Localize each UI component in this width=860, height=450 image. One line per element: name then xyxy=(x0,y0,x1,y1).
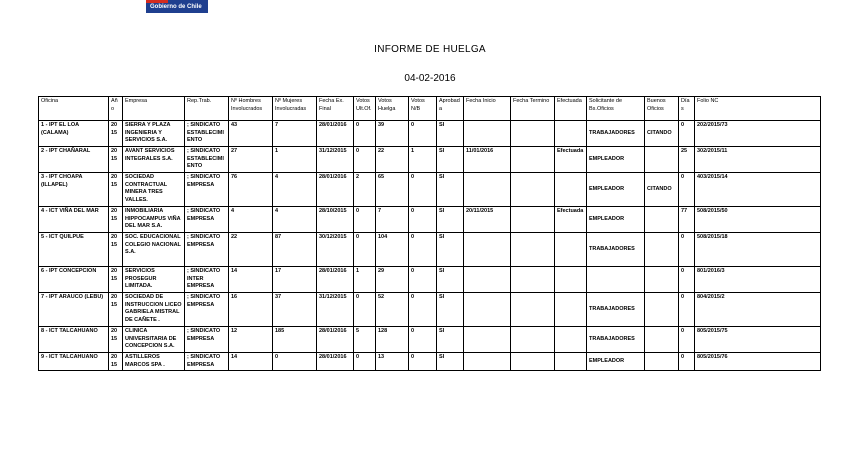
table-cell: EMPLEADOR xyxy=(587,353,645,371)
table-cell: 0 xyxy=(409,327,437,353)
table-cell: 2015 xyxy=(109,327,123,353)
table-cell: 16 xyxy=(229,293,273,327)
table-cell: 14 xyxy=(229,353,273,371)
table-cell: 22 xyxy=(376,147,409,173)
table-cell: 508/2015/18 xyxy=(695,233,821,267)
table-cell: 0 xyxy=(409,121,437,147)
table-cell: 17 xyxy=(273,267,317,293)
table-cell: 801/2016/3 xyxy=(695,267,821,293)
table-cell: 43 xyxy=(229,121,273,147)
table-cell: 29 xyxy=(376,267,409,293)
table-cell xyxy=(511,353,555,371)
table-cell: 6 - IPT CONCEPCION xyxy=(39,267,109,293)
table-cell: SI xyxy=(437,147,464,173)
table-cell: 2015 xyxy=(109,207,123,233)
table-cell: 7 xyxy=(376,207,409,233)
table-cell: 0 xyxy=(354,293,376,327)
table-cell: SERVICIOS PROSEGUR LIMITADA. xyxy=(123,267,185,293)
column-header: Efectuada xyxy=(555,97,587,121)
table-cell xyxy=(645,353,679,371)
table-cell: AVANT SERVICIOS INTEGRALES S.A. xyxy=(123,147,185,173)
table-row xyxy=(39,327,821,353)
table-cell: 0 xyxy=(409,293,437,327)
table-cell: 8 - ICT TALCAHUANO xyxy=(39,327,109,353)
table-cell: ; SINDICATO EMPRESA xyxy=(185,327,229,353)
table-cell: TRABAJADORES xyxy=(587,327,645,353)
table-cell: 2015 xyxy=(109,267,123,293)
table-cell: 12 xyxy=(229,327,273,353)
table-cell: 4 xyxy=(229,207,273,233)
column-header: Aprobada xyxy=(437,97,464,121)
table-cell: INMOBILIARIA HIPPOCAMPUS VIÑA DEL MAR S.A. xyxy=(123,207,185,233)
table-cell xyxy=(511,293,555,327)
table-cell xyxy=(645,233,679,267)
table-cell xyxy=(587,267,645,293)
column-header: Folio NC xyxy=(695,97,821,121)
table-cell: 0 xyxy=(354,121,376,147)
table-cell: 4 - ICT VIÑA DEL MAR xyxy=(39,207,109,233)
table-cell xyxy=(555,173,587,207)
table-cell: SOC. EDUCACIONAL COLEGIO NACIONAL S.A. xyxy=(123,233,185,267)
table-cell: 805/2015/75 xyxy=(695,327,821,353)
column-header: Buenos Oficios xyxy=(645,97,679,121)
column-header: Votos Ult.Of. xyxy=(354,97,376,121)
table-cell: 4 xyxy=(273,173,317,207)
table-row xyxy=(39,353,821,371)
table-cell: 14 xyxy=(229,267,273,293)
table-cell: 104 xyxy=(376,233,409,267)
table-cell: 0 xyxy=(409,353,437,371)
column-header: Fecha Termino xyxy=(511,97,555,121)
report-title: INFORME DE HUELGA xyxy=(374,44,486,55)
column-header: Días xyxy=(679,97,695,121)
strike-report-table xyxy=(38,96,821,371)
table-row xyxy=(39,207,821,233)
table-cell: SI xyxy=(437,121,464,147)
table-cell xyxy=(464,353,511,371)
table-cell: 2015 xyxy=(109,147,123,173)
table-cell: 2015 xyxy=(109,233,123,267)
table-cell: SI xyxy=(437,293,464,327)
table-cell xyxy=(511,121,555,147)
table-cell: 28/10/2015 xyxy=(317,207,354,233)
table-cell: 13 xyxy=(376,353,409,371)
table-cell: 7 xyxy=(273,121,317,147)
column-header: Votos N/B xyxy=(409,97,437,121)
table-cell: 28/01/2016 xyxy=(317,353,354,371)
column-header: Fecha Ex. Final xyxy=(317,97,354,121)
table-cell: SI xyxy=(437,173,464,207)
table-cell xyxy=(645,207,679,233)
table-cell: SI xyxy=(437,267,464,293)
report-date: 04-02-2016 xyxy=(404,73,456,84)
table-cell: ; SINDICATO INTER EMPRESA xyxy=(185,267,229,293)
table-cell xyxy=(555,353,587,371)
table-cell: 0 xyxy=(273,353,317,371)
column-header: Empresa xyxy=(123,97,185,121)
table-cell: SI xyxy=(437,327,464,353)
table-cell: 1 xyxy=(354,267,376,293)
table-cell xyxy=(555,267,587,293)
table-cell: 0 xyxy=(679,233,695,267)
table-cell xyxy=(511,233,555,267)
table-cell: TRABAJADORES xyxy=(587,121,645,147)
table-cell: CLINICA UNIVERSITARIA DE CONCEPCION S.A. xyxy=(123,327,185,353)
table-cell xyxy=(464,173,511,207)
table-cell: ; SINDICATO EMPRESA xyxy=(185,293,229,327)
column-header: Nº Mujeres Involucradas xyxy=(273,97,317,121)
table-cell xyxy=(645,147,679,173)
table-cell: 202/2015/73 xyxy=(695,121,821,147)
table-row xyxy=(39,293,821,327)
table-cell: 0 xyxy=(354,353,376,371)
table-cell xyxy=(555,233,587,267)
table-cell: 185 xyxy=(273,327,317,353)
column-header: Votos Huelga xyxy=(376,97,409,121)
table-cell: 0 xyxy=(679,173,695,207)
column-header: Fecha Inicio xyxy=(464,97,511,121)
table-cell: 25 xyxy=(679,147,695,173)
table-cell: 0 xyxy=(354,207,376,233)
table-cell: 0 xyxy=(354,147,376,173)
table-cell xyxy=(555,293,587,327)
table-cell: 1 xyxy=(409,147,437,173)
table-cell: 77 xyxy=(679,207,695,233)
table-cell: ; SINDICATO ESTABLECIMIENTO xyxy=(185,147,229,173)
table-cell: 9 - ICT TALCAHUANO xyxy=(39,353,109,371)
logo-text: Gobierno de Chile xyxy=(150,4,202,10)
table-cell: ; SINDICATO EMPRESA xyxy=(185,207,229,233)
table-cell: 2 - IPT CHAÑARAL xyxy=(39,147,109,173)
table-cell xyxy=(555,121,587,147)
table-cell xyxy=(464,233,511,267)
table-cell: 39 xyxy=(376,121,409,147)
table-cell: 28/01/2016 xyxy=(317,173,354,207)
table-cell: ; SINDICATO ESTABLECIMIENTO xyxy=(185,121,229,147)
table-cell: 76 xyxy=(229,173,273,207)
table-cell: SI xyxy=(437,207,464,233)
table-cell: 0 xyxy=(409,207,437,233)
table-cell: 2015 xyxy=(109,293,123,327)
table-cell: 4 xyxy=(273,207,317,233)
table-cell: ; SINDICATO EMPRESA xyxy=(185,233,229,267)
table-cell: 20/11/2015 xyxy=(464,207,511,233)
table-cell: EMPLEADOR xyxy=(587,207,645,233)
column-header: Solicitante de Bs.Oficios xyxy=(587,97,645,121)
table-cell: Efectuada xyxy=(555,147,587,173)
table-cell: 302/2015/11 xyxy=(695,147,821,173)
table-cell xyxy=(511,207,555,233)
table-cell: 0 xyxy=(409,173,437,207)
table-cell: 3 - IPT CHOAPA (ILLAPEL) xyxy=(39,173,109,207)
table-cell: 28/01/2016 xyxy=(317,121,354,147)
table-cell: 0 xyxy=(679,267,695,293)
table-row xyxy=(39,173,821,207)
table-cell: 87 xyxy=(273,233,317,267)
column-header: Nº Hombres Involucrados xyxy=(229,97,273,121)
table-cell: CITANDO xyxy=(645,121,679,147)
table-cell: EMPLEADOR xyxy=(587,173,645,207)
table-cell: 31/12/2015 xyxy=(317,293,354,327)
table-cell xyxy=(464,327,511,353)
table-cell: SI xyxy=(437,353,464,371)
table-cell: 0 xyxy=(354,233,376,267)
table-cell: 11/01/2016 xyxy=(464,147,511,173)
table-row xyxy=(39,233,821,267)
table-cell: CITANDO xyxy=(645,173,679,207)
column-header: Rep.Trab. xyxy=(185,97,229,121)
table-cell: 403/2015/14 xyxy=(695,173,821,207)
table-cell: SIERRA Y PLAZA INGENIERIA Y SERVICIOS S.A. xyxy=(123,121,185,147)
table-cell: 0 xyxy=(679,121,695,147)
table-cell: 52 xyxy=(376,293,409,327)
table-cell: 2 xyxy=(354,173,376,207)
table-cell xyxy=(464,121,511,147)
table-cell: ASTILLEROS MARCOS SPA . xyxy=(123,353,185,371)
table-row xyxy=(39,121,821,147)
table-cell: 0 xyxy=(679,327,695,353)
table-cell: 508/2015/50 xyxy=(695,207,821,233)
table-cell: 37 xyxy=(273,293,317,327)
table-cell xyxy=(511,173,555,207)
table-cell: TRABAJADORES xyxy=(587,233,645,267)
table-cell: 2015 xyxy=(109,173,123,207)
table-cell xyxy=(464,267,511,293)
table-cell xyxy=(645,327,679,353)
table-cell: 1 xyxy=(273,147,317,173)
table-cell: 804/2015/2 xyxy=(695,293,821,327)
logo-flag-stripe xyxy=(146,0,168,3)
table-cell xyxy=(511,147,555,173)
column-header: Año xyxy=(109,97,123,121)
table-cell: 28/01/2016 xyxy=(317,327,354,353)
table-cell: SOCIEDAD DE INSTRUCCION LICEO GABRIELA MISTRAL DE CAÑETE . xyxy=(123,293,185,327)
table-header-row xyxy=(39,97,821,121)
table-cell: 0 xyxy=(409,267,437,293)
table-cell: 65 xyxy=(376,173,409,207)
table-cell: 7 - IPT ARAUCO (LEBU) xyxy=(39,293,109,327)
table-cell: 805/2015/76 xyxy=(695,353,821,371)
table-cell: TRABAJADORES xyxy=(587,293,645,327)
table-cell: 22 xyxy=(229,233,273,267)
table-cell: 5 xyxy=(354,327,376,353)
table-cell xyxy=(511,327,555,353)
table-cell: ; SINDICATO EMPRESA xyxy=(185,173,229,207)
table-cell: Efectuada xyxy=(555,207,587,233)
table-cell: ; SINDICATO EMPRESA xyxy=(185,353,229,371)
table-cell: 2015 xyxy=(109,121,123,147)
table-cell xyxy=(464,293,511,327)
table-row xyxy=(39,267,821,293)
table-cell: 0 xyxy=(409,233,437,267)
table-cell: 5 - ICT QUILPUE xyxy=(39,233,109,267)
table-cell xyxy=(511,267,555,293)
table-cell xyxy=(645,267,679,293)
table-cell xyxy=(555,327,587,353)
table-cell: 128 xyxy=(376,327,409,353)
table-cell: EMPLEADOR xyxy=(587,147,645,173)
table-row xyxy=(39,147,821,173)
table-cell: 1 - IPT EL LOA (CALAMA) xyxy=(39,121,109,147)
table-cell xyxy=(645,293,679,327)
table-cell: SOCIEDAD CONTRACTUAL MINERA TRES VALLES. xyxy=(123,173,185,207)
table-cell: 30/12/2015 xyxy=(317,233,354,267)
table-cell: SI xyxy=(437,233,464,267)
table-cell: 2015 xyxy=(109,353,123,371)
table-cell: 0 xyxy=(679,353,695,371)
table-cell: 27 xyxy=(229,147,273,173)
table-cell: 28/01/2016 xyxy=(317,267,354,293)
column-header: Oficina xyxy=(39,97,109,121)
table-cell: 0 xyxy=(679,293,695,327)
table-cell: 31/12/2015 xyxy=(317,147,354,173)
